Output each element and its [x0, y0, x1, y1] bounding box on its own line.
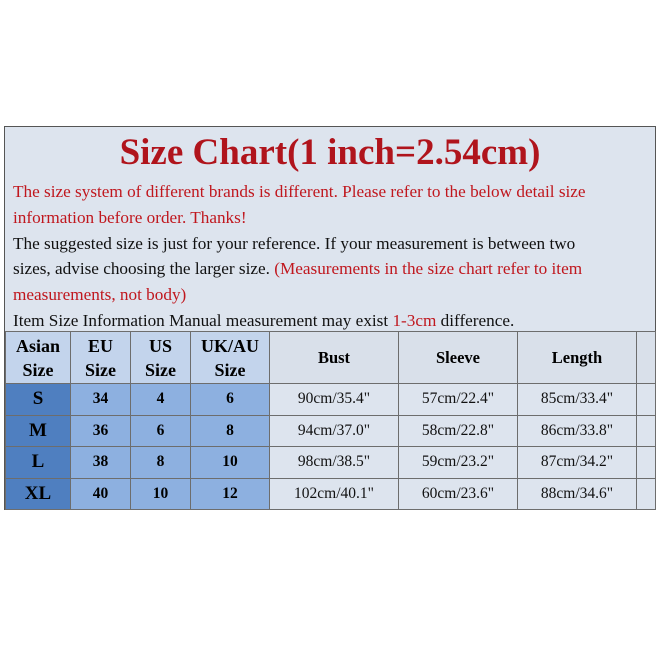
cell-length: 88cm/34.6" [518, 478, 637, 510]
cell-ukau-size: 6 [191, 384, 270, 416]
cell-bust: 94cm/37.0" [270, 415, 399, 447]
cell-ukau-size: 8 [191, 415, 270, 447]
header-us-size: US Size [131, 332, 191, 384]
note-line-4-text: sizes, advise choosing the larger size. [13, 259, 275, 279]
cell-eu-size: 38 [71, 447, 131, 479]
cell-spacer [637, 415, 656, 447]
cell-spacer [637, 478, 656, 510]
note-line-6 [13, 308, 655, 334]
table-header-row [6, 332, 656, 384]
cell-length: 87cm/34.2" [518, 447, 637, 479]
cell-sleeve: 60cm/23.6" [399, 478, 518, 510]
cell-spacer [637, 384, 656, 416]
cell-us-size: 6 [131, 415, 191, 447]
table-row [6, 447, 656, 479]
note-line-4-highlight: (Measurements in the size chart refer to item [274, 259, 583, 279]
table-row [6, 415, 656, 447]
cell-bust: 98cm/38.5" [270, 447, 399, 479]
header-bust: Bust [270, 332, 399, 384]
cell-us-size: 10 [131, 478, 191, 510]
cell-asian-size: M [6, 415, 71, 447]
cell-asian-size: XL [6, 478, 71, 510]
note-line-3: The suggested size is just for your reference. If your measurement is between two [13, 233, 576, 253]
cell-eu-size: 36 [71, 415, 131, 447]
cell-asian-size: L [6, 447, 71, 479]
cell-bust: 102cm/40.1" [270, 478, 399, 510]
header-spacer [637, 332, 656, 384]
cell-ukau-size: 12 [191, 478, 270, 510]
cell-sleeve: 57cm/22.4" [399, 384, 518, 416]
header-sleeve: Sleeve [399, 332, 518, 384]
cell-eu-size: 40 [71, 478, 131, 510]
cell-asian-size: S [6, 384, 71, 416]
note-line-6-text: Item Size Information Manual measurement may exist [13, 310, 393, 330]
cell-length: 85cm/33.4" [518, 384, 637, 416]
table-row [6, 478, 656, 510]
cell-length: 86cm/33.8" [518, 415, 637, 447]
header-eu-size: EU Size [71, 332, 131, 384]
header-ukau-size: UK/AU Size [191, 332, 270, 384]
header-asian-size: Asian Size [6, 332, 71, 384]
size-table [5, 331, 656, 510]
cell-us-size: 8 [131, 447, 191, 479]
cell-sleeve: 58cm/22.8" [399, 415, 518, 447]
note-line-4 [13, 256, 655, 282]
cell-sleeve: 59cm/23.2" [399, 447, 518, 479]
cell-eu-size: 34 [71, 384, 131, 416]
note-line-6-highlight: 1-3cm [392, 310, 437, 330]
size-chart [4, 126, 656, 510]
note-line-1: The size system of different brands is different. Please refer to the below detail size [13, 182, 586, 201]
cell-us-size: 4 [131, 384, 191, 416]
cell-spacer [637, 447, 656, 479]
note-line-5: measurements, not body) [13, 285, 187, 305]
size-notes [5, 179, 655, 334]
cell-ukau-size: 10 [191, 447, 270, 479]
cell-bust: 90cm/35.4" [270, 384, 399, 416]
table-row [6, 384, 656, 416]
chart-title: Size Chart(1 inch=2.54cm) [119, 132, 541, 173]
note-line-2: information before order. Thanks! [13, 207, 247, 227]
header-length: Length [518, 332, 637, 384]
note-line-6-tail: difference. [436, 310, 515, 330]
